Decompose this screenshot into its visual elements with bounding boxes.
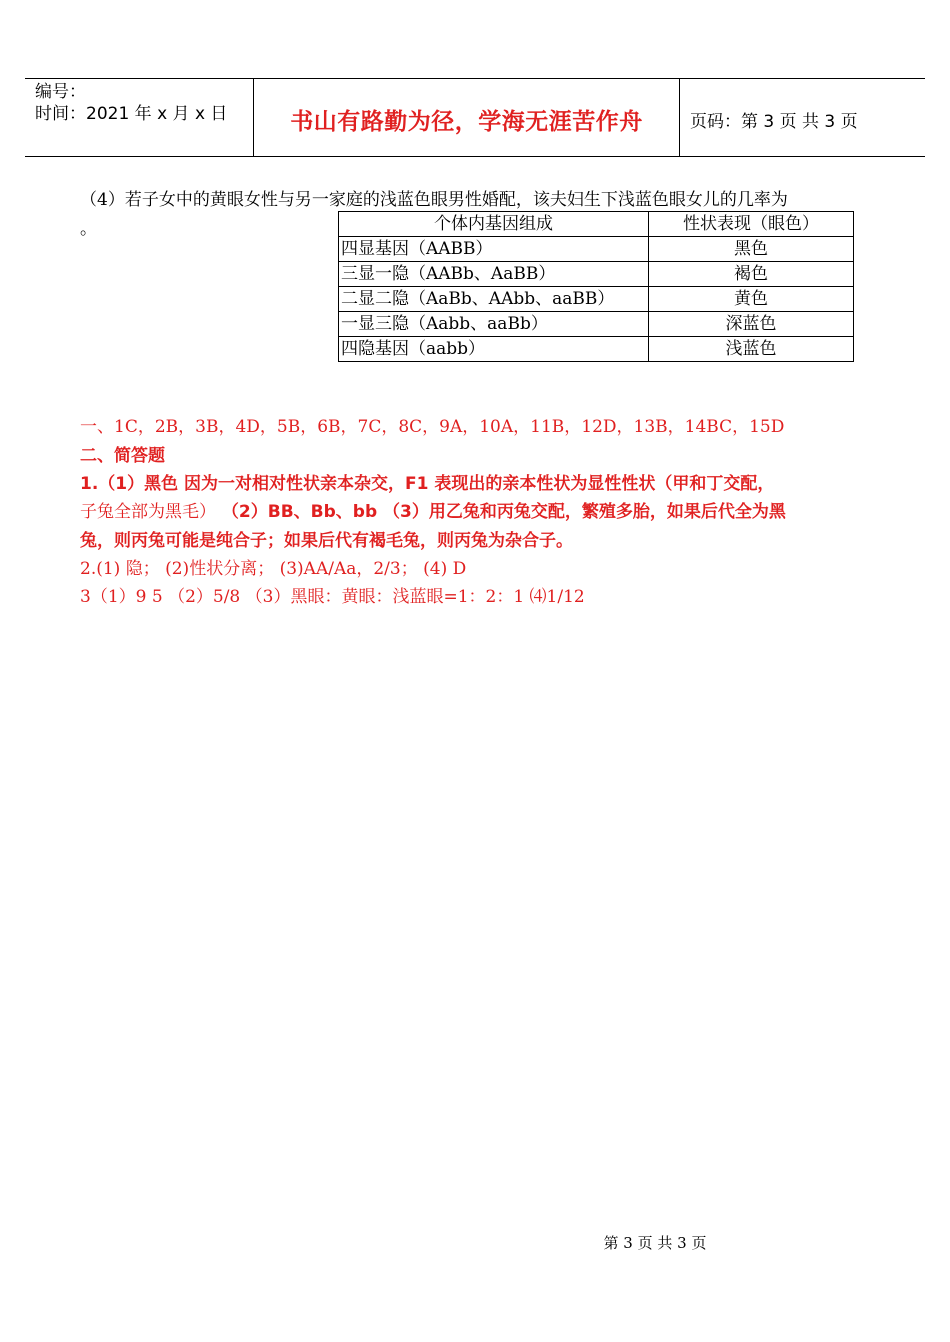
page-info: 页码：第 3 页 共 3 页 [690, 112, 858, 132]
answer-choice-line: 一、1C，2B，3B，4D，5B，6B，7C，8C，9A，10A，11B，12D，13B，14BC，15D [80, 417, 785, 437]
answer-1-line-2 [80, 497, 786, 522]
table-cell: 黄色 [649, 287, 854, 312]
table-cell: 黑色 [649, 237, 854, 262]
table-cell: 一显三隐（Aabb、aaBb） [339, 312, 649, 337]
table-row [339, 287, 854, 312]
table-header-row [339, 212, 854, 237]
table-row [339, 312, 854, 337]
table-cell: 四显基因（AABB） [339, 237, 649, 262]
table-cell: 二显二隐（AaBb、AAbb、aaBB） [339, 287, 649, 312]
answer-2-line: 2.(1) 隐； (2)性状分离； (3)AA/Aa，2/3； (4) D [80, 559, 467, 579]
number-label: 编号： [35, 82, 86, 102]
page-header [25, 78, 925, 157]
question-4-text: （4）若子女中的黄眼女性与另一家庭的浅蓝色眼男性婚配，该夫妇生下浅蓝色眼女儿的几率为 [80, 190, 788, 210]
answer-3-line: 3（1）9 5 （2）5/8 （3）黑眼：黄眼：浅蓝眼=1：2：1 ⑷1/12 [80, 587, 585, 607]
answer-1-line-2a: 子兔全部为黑毛） [80, 502, 216, 522]
table-cell: 深蓝色 [649, 312, 854, 337]
time-label: 时间：2021 年 x 月 x 日 [35, 104, 228, 124]
genotype-table [338, 211, 854, 362]
header-info-cell [25, 79, 254, 156]
answer-section-heading: 二、简答题 [80, 446, 165, 466]
table-cell: 褐色 [649, 262, 854, 287]
answer-1-line-1: 1.（1）黑色 因为一对相对性状亲本杂交，F1 表现出的亲本性状为显性性状（甲和丁交配， [80, 474, 775, 494]
motto: 书山有路勤为径，学海无涯苦作舟 [290, 109, 643, 135]
question-4-end: 。 [80, 219, 97, 239]
table-cell: 四隐基因（aabb） [339, 337, 649, 362]
header-motto-cell [254, 79, 680, 156]
table-header-cell: 个体内基因组成 [339, 212, 649, 237]
answer-1-line-3: 兔，则丙兔可能是纯合子；如果后代有褐毛兔，则丙兔为杂合子。 [80, 531, 573, 551]
table-cell: 浅蓝色 [649, 337, 854, 362]
table-header-cell: 性状表现（眼色） [649, 212, 854, 237]
table-row [339, 262, 854, 287]
answer-1-line-2b: （2）BB、Bb、bb （3）用乙兔和丙兔交配，繁殖多胎，如果后代全为黑 [216, 502, 786, 522]
table-cell: 三显一隐（AABb、AaBB） [339, 262, 649, 287]
page-footer: 第 3 页 共 3 页 [603, 1234, 707, 1252]
table-row [339, 337, 854, 362]
table-row [339, 237, 854, 262]
